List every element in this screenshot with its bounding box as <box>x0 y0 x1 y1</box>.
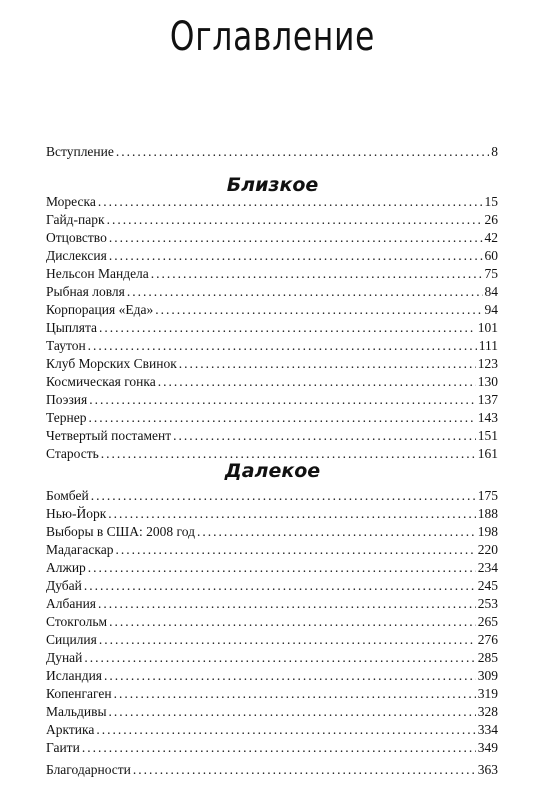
toc-entry[interactable] <box>46 595 498 613</box>
toc-entry-page: 276 <box>477 632 498 647</box>
dot-leader <box>179 355 476 373</box>
section-heading-far: Далекое <box>224 460 321 482</box>
toc-entry-label: Мальдивы <box>46 704 107 719</box>
toc-entry-page: 130 <box>477 374 498 389</box>
toc-entry[interactable] <box>46 247 498 265</box>
toc-entry-label: Бомбей <box>46 488 89 503</box>
toc-entry[interactable] <box>46 523 498 541</box>
toc-entry-page: 42 <box>484 230 498 245</box>
toc-entry-page: 349 <box>477 740 498 755</box>
dot-leader <box>109 247 483 265</box>
toc-entry[interactable] <box>46 703 498 721</box>
section-list-near <box>46 193 498 463</box>
toc-entry-label: Албания <box>46 596 97 611</box>
dot-leader <box>98 595 476 613</box>
toc-entry-label: Стокгольм <box>46 614 108 629</box>
toc-entry-page: 198 <box>477 524 498 539</box>
toc-entry-label: Нельсон Мандела <box>46 266 149 281</box>
toc-entry-label: Сицилия <box>46 632 97 647</box>
dot-leader <box>99 631 476 649</box>
dot-leader <box>99 319 476 337</box>
section-list-far <box>46 487 498 757</box>
toc-entry[interactable] <box>46 265 498 283</box>
toc-entry-page: 161 <box>477 446 498 461</box>
toc-entry[interactable] <box>46 541 498 559</box>
toc-entry[interactable] <box>46 373 498 391</box>
toc-entry-page: 84 <box>484 284 498 299</box>
toc-entry[interactable] <box>46 721 498 739</box>
toc-entry-label: Мореска <box>46 194 96 209</box>
dot-leader <box>109 703 476 721</box>
toc-entry[interactable] <box>46 761 498 779</box>
dot-leader <box>133 761 476 779</box>
toc-entry-page: 285 <box>477 650 498 665</box>
dot-leader <box>116 143 489 161</box>
dot-leader <box>96 721 475 739</box>
dot-leader <box>158 373 476 391</box>
toc-entry[interactable] <box>46 487 498 505</box>
toc-entry-page: 220 <box>477 542 498 557</box>
toc-entry-label: Копенгаген <box>46 686 112 701</box>
toc-entry-label: Выборы в США: 2008 год <box>46 524 195 539</box>
toc-entry-label: Дубай <box>46 578 82 593</box>
toc-entry-label: Корпорация «Еда» <box>46 302 154 317</box>
toc-entry-label: Благодарности <box>46 762 131 777</box>
toc-entry-page: 94 <box>484 302 498 317</box>
dot-leader <box>98 193 483 211</box>
dot-leader <box>114 685 476 703</box>
dot-leader <box>88 559 476 577</box>
toc-entry-page: 188 <box>477 506 498 521</box>
toc-entry[interactable] <box>46 337 498 355</box>
toc-entry-page: 151 <box>477 428 498 443</box>
dot-leader <box>109 229 483 247</box>
toc-entry-label: Гайд-парк <box>46 212 105 227</box>
dot-leader <box>173 427 476 445</box>
dot-leader <box>89 391 476 409</box>
outro-list <box>46 761 498 779</box>
toc-entry-page: 8 <box>491 144 498 159</box>
dot-leader <box>197 523 476 541</box>
toc-entry-page: 111 <box>478 338 498 353</box>
toc-entry-label: Рыбная ловля <box>46 284 125 299</box>
toc-entry-label: Поэзия <box>46 392 88 407</box>
toc-entry-label: Алжир <box>46 560 86 575</box>
toc-entry-label: Клуб Морских Свинок <box>46 356 177 371</box>
toc-entry-label: Таутон <box>46 338 86 353</box>
dot-leader <box>151 265 483 283</box>
toc-entry-page: 60 <box>484 248 498 263</box>
dot-leader <box>91 487 476 505</box>
toc-entry[interactable] <box>46 577 498 595</box>
toc-entry[interactable] <box>46 229 498 247</box>
dot-leader <box>155 301 482 319</box>
toc-entry[interactable] <box>46 143 498 161</box>
toc-entry-page: 319 <box>477 686 498 701</box>
toc-entry[interactable] <box>46 613 498 631</box>
toc-entry[interactable] <box>46 301 498 319</box>
toc-entry-page: 175 <box>477 488 498 503</box>
dot-leader <box>107 211 483 229</box>
toc-entry-label: Дислексия <box>46 248 107 263</box>
toc-entry[interactable] <box>46 667 498 685</box>
toc-entry-label: Старость <box>46 446 99 461</box>
toc-entry-page: 363 <box>477 762 498 777</box>
toc-entry-label: Тернер <box>46 410 87 425</box>
toc-entry-page: 123 <box>477 356 498 371</box>
toc-entry-label: Арктика <box>46 722 95 737</box>
toc-entry-page: 245 <box>477 578 498 593</box>
toc-entry-page: 265 <box>477 614 498 629</box>
toc-entry-page: 253 <box>477 596 498 611</box>
toc-entry-label: Цыплята <box>46 320 98 335</box>
dot-leader <box>82 739 476 757</box>
toc-entry[interactable] <box>46 505 498 523</box>
toc-entry-page: 309 <box>477 668 498 683</box>
dot-leader <box>109 613 476 631</box>
dot-leader <box>88 409 475 427</box>
toc-entry[interactable] <box>46 631 498 649</box>
toc-entry-page: 15 <box>484 194 498 209</box>
toc-entry-page: 75 <box>484 266 498 281</box>
toc-entry[interactable] <box>46 211 498 229</box>
dot-leader <box>88 337 477 355</box>
toc-entry[interactable] <box>46 649 498 667</box>
toc-entry[interactable] <box>46 283 498 301</box>
toc-entry[interactable] <box>46 355 498 373</box>
dot-leader <box>84 649 475 667</box>
toc-entry-page: 234 <box>477 560 498 575</box>
toc-entry-page: 101 <box>477 320 498 335</box>
toc-entry[interactable] <box>46 427 498 445</box>
toc-entry-label: Отцовство <box>46 230 107 245</box>
toc-entry[interactable] <box>46 193 498 211</box>
dot-leader <box>108 505 475 523</box>
dot-leader <box>104 667 476 685</box>
toc-entry-label: Гаити <box>46 740 80 755</box>
toc-entry-page: 328 <box>477 704 498 719</box>
toc-entry[interactable] <box>46 739 498 757</box>
toc-entry-page: 26 <box>484 212 498 227</box>
toc-entry-label: Космическая гонка <box>46 374 156 389</box>
section-heading-near: Близкое <box>226 174 319 196</box>
intro-list <box>46 143 498 161</box>
toc-entry-label: Исландия <box>46 668 102 683</box>
toc-entry-label: Вступление <box>46 144 114 159</box>
page-title: Оглавление <box>169 14 376 60</box>
toc-entry-label: Четвертый постамент <box>46 428 172 443</box>
dot-leader <box>84 577 476 595</box>
toc-entry-page: 143 <box>477 410 498 425</box>
dot-leader <box>127 283 483 301</box>
toc-entry[interactable] <box>46 409 498 427</box>
toc-entry[interactable] <box>46 319 498 337</box>
toc-entry[interactable] <box>46 391 498 409</box>
toc-entry-label: Дунай <box>46 650 83 665</box>
toc-entry-page: 137 <box>477 392 498 407</box>
toc-entry-label: Мадагаскар <box>46 542 114 557</box>
toc-entry-label: Нью-Йорк <box>46 506 107 521</box>
toc-entry[interactable] <box>46 685 498 703</box>
toc-entry[interactable] <box>46 559 498 577</box>
dot-leader <box>115 541 475 559</box>
toc-entry-page: 334 <box>477 722 498 737</box>
